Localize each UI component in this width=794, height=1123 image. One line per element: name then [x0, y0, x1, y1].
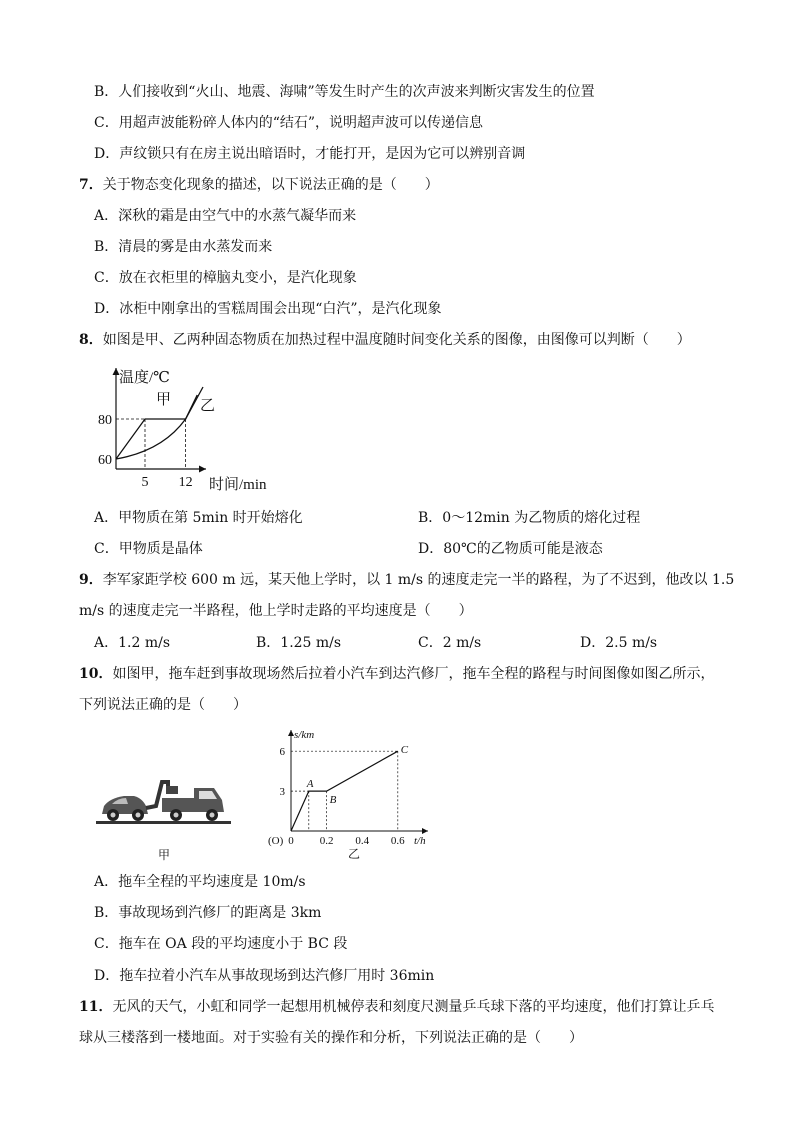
q10-option-d: D．拖车拉着小汽车从事故现场到达汽修厂用时 36min [94, 968, 435, 984]
q8-option-b: B．0～12min 为乙物质的熔化过程 [418, 510, 641, 526]
point-label-b: B [329, 794, 337, 807]
question-stem: 关于物态变化现象的描述，以下说法正确的是（ ） [102, 177, 439, 193]
q8-option-a: A．甲物质在第 5min 时开始熔化 [94, 510, 303, 526]
question-number: 10． [79, 666, 113, 682]
series-yi-label: 乙 [200, 398, 216, 414]
y-tick-label: 3 [279, 786, 285, 799]
distance-time-chart [262, 726, 438, 864]
y-tick-label: 80 [98, 413, 112, 428]
origin-label: (O) [268, 835, 284, 847]
question-11-line2: 球从三楼落到一楼地面。对于实验有关的操作和分析，下列说法正确的是（ ） [79, 1030, 583, 1046]
series-jia-label: 甲 [156, 392, 172, 408]
question-number: 8． [79, 332, 103, 348]
question-number: 9． [79, 572, 103, 588]
y-tick-label: 6 [279, 746, 285, 759]
q9-option-b: B．1.25 m/s [256, 635, 342, 651]
figure-label-yi: 乙 [348, 847, 361, 861]
question-11-line1 [79, 998, 714, 1016]
q9-option-d: D．2.5 m/s [580, 635, 658, 651]
q9-option-a: A．1.2 m/s [94, 635, 171, 651]
question-number: 11． [79, 999, 113, 1015]
point-label-c: C [400, 744, 409, 757]
q7-option-c: C．放在衣柜里的樟脑丸变小，是汽化现象 [94, 270, 357, 286]
q6-option-d: D．声纹锁只有在房主说出暗语时，才能打开，是因为它可以辨别音调 [94, 146, 526, 162]
point-label-a: A [306, 778, 314, 791]
q7-option-b: B．清晨的雾是由水蒸发而来 [94, 239, 273, 255]
question-stem: 如图是甲、乙两种固态物质在加热过程中温度随时间变化关系的图像，由图像可以判断（ ） [102, 332, 691, 348]
question-8 [79, 331, 691, 349]
q9-option-c: C．2 m/s [418, 635, 482, 651]
x-axis-label: 时间/min [209, 477, 267, 493]
question-7 [79, 176, 439, 194]
x-tick-label: 0.2 [319, 835, 334, 847]
tow-truck-illustration [96, 776, 231, 828]
y-axis-label: 温度/℃ [119, 370, 170, 386]
question-9-line2: m/s 的速度走完一半路程，他上学时走路的平均速度是（ ） [79, 603, 473, 619]
y-tick-label: 60 [98, 453, 112, 468]
x-tick-label: 0.6 [390, 835, 405, 847]
q8-option-c: C．甲物质是晶体 [94, 541, 203, 557]
q10-option-b: B．事故现场到汽修厂的距离是 3km [94, 905, 322, 921]
question-stem: 如图甲，拖车赶到事故现场然后拉着小汽车到达汽修厂，拖车全程的路程与时间图像如图乙所示， [112, 666, 715, 682]
q6-option-c: C．用超声波能粉碎人体内的“结石”，说明超声波可以传递信息 [94, 115, 484, 131]
question-number: 7． [79, 177, 103, 193]
question-stem: 无风的天气，小虹和同学一起想用机械停表和刻度尺测量乒乓球下落的平均速度，他们打算让乒乓 [112, 999, 715, 1015]
question-9-line1 [79, 571, 734, 589]
x-tick-label: 5 [141, 475, 149, 490]
question-10-line2: 下列说法正确的是（ ） [79, 697, 247, 713]
x-axis-label: t/h [414, 835, 426, 847]
question-stem: 李军家距学校 600 m 远，某天他上学时，以 1 m/s 的速度走完一半的路程，为了不迟到，他改以 1.5 [102, 572, 735, 588]
x-tick-label: 0.4 [355, 835, 370, 847]
q10-option-a: A．拖车全程的平均速度是 10m/s [94, 874, 306, 890]
question-10-line1 [79, 665, 714, 683]
q8-option-d: D．80℃的乙物质可能是液态 [418, 541, 603, 557]
x-tick-label: 0 [288, 835, 294, 847]
q7-option-d: D．冰柜中刚拿出的雪糕周围会出现“白汽”，是汽化现象 [94, 301, 442, 317]
x-tick-label: 12 [178, 475, 193, 490]
q7-option-a: A．深秋的霜是由空气中的水蒸气凝华而来 [94, 208, 357, 224]
figure-label-jia: 甲 [158, 848, 171, 862]
temperature-time-chart [88, 362, 288, 498]
q6-option-b: B．人们接收到“火山、地震、海啸”等发生时产生的次声波来判断灾害发生的位置 [94, 84, 595, 100]
q10-option-c: C．拖车在 OA 段的平均速度小于 BC 段 [94, 936, 348, 952]
y-axis-label: s/km [294, 729, 315, 741]
